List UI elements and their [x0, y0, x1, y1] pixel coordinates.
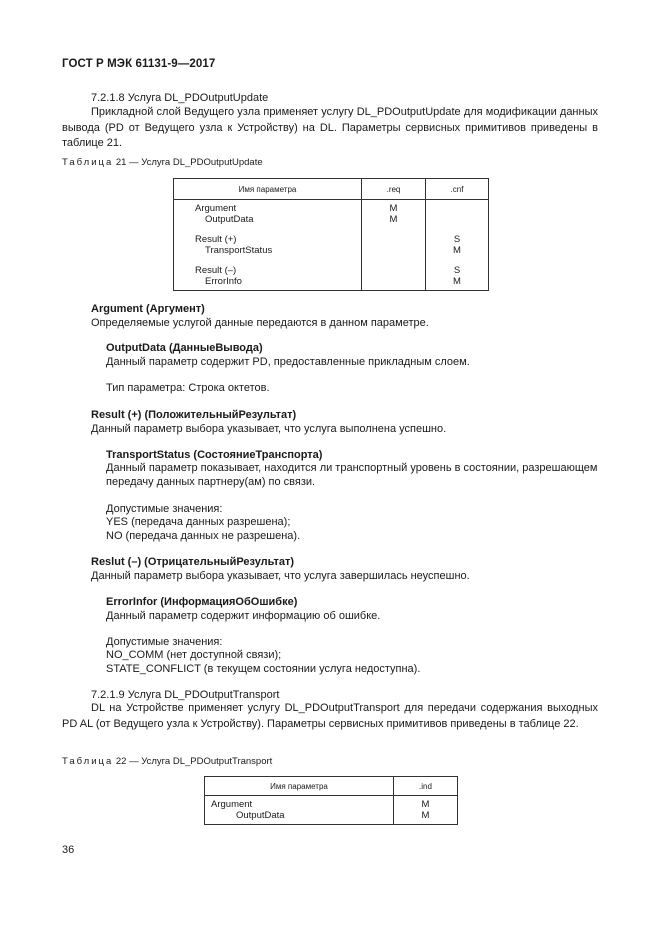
table-row: Result (+) [195, 234, 237, 245]
table-cell: S [453, 265, 461, 276]
table-cell: M [389, 214, 398, 225]
no-comm-value: NO_COMM (нет доступной связи); [106, 649, 282, 661]
table21 [173, 178, 489, 291]
section-text-7219: DL на Устройстве применяет услугу DL_PDOutputTransport для передачи содержания выходных PD AL (от Ведущего узла к Устройству). Параметры сервисных примитивов приведены в таблице 22. [62, 702, 598, 730]
result-pos-title: Result (+) (ПоложительныйРезультат) [91, 409, 297, 421]
errorinfo-title: ErrorInfor (ИнформацияОбОшибке) [106, 596, 298, 608]
table22 [204, 776, 458, 825]
table22-caption [62, 756, 272, 767]
table21-header-name: Имя параметра [174, 179, 362, 200]
table22-header-name: Имя параметра [205, 777, 394, 796]
section-heading-7219: 7.2.1.9 Услуга DL_PDOutputTransport [91, 689, 280, 701]
result-neg-text: Данный параметр выбора указывает, что услуга завершилась неуспешно. [91, 570, 470, 582]
table-cell: M [421, 799, 430, 810]
table22-ind-cell [394, 796, 458, 825]
table21-caption [62, 157, 263, 168]
table-cell: M [453, 245, 461, 256]
table21-names-cell [174, 200, 362, 291]
table-row: OutputData [236, 810, 285, 821]
result-neg-title: Reslut (–) (ОтрицательныйРезультат) [91, 556, 295, 568]
table22-header-ind: .ind [394, 777, 458, 796]
transportstatus-text-1: Данный параметр показывает, находится ли транспортный уровень в состоянии, разрешающем [106, 462, 598, 474]
page-number: 36 [62, 844, 75, 856]
table-row: ErrorInfo [205, 276, 242, 287]
state-conflict-value: STATE_CONFLICT (в текущем состоянии услуга недоступна). [106, 663, 421, 675]
table-cell: M [453, 276, 461, 287]
table21-caption-prefix: Таблица [62, 157, 114, 168]
allowed-values-label: Допустимые значения: [106, 503, 223, 515]
outputdata-title: OutputData (ДанныеВывода) [106, 342, 263, 354]
table22-caption-prefix: Таблица [62, 756, 114, 767]
table21-header-req: .req [362, 179, 426, 200]
section-heading-7218: 7.2.1.8 Услуга DL_PDOutputUpdate [91, 92, 269, 104]
section-text-7218: Прикладной слой Ведущего узла применяет услугу DL_PDOutputUpdate для модификации данных вывода (PD от Ведущего узла к Устройству) на DL. Параметры сервисных примитивов приведены в таблице 21. [62, 106, 598, 149]
table22-names-cell [205, 796, 394, 825]
table21-req-cell [362, 200, 426, 291]
table21-body-row [174, 200, 489, 291]
table-row: TransportStatus [205, 245, 273, 256]
outputdata-text: Данный параметр содержит PD, предоставленные прикладным слоем. [106, 356, 470, 368]
table21-caption-title: 21 — Услуга DL_PDOutputUpdate [115, 157, 263, 168]
outputdata-type: Тип параметра: Строка октетов. [106, 382, 270, 394]
table21-cnf-cell [426, 200, 489, 291]
result-pos-text: Данный параметр выбора указывает, что услуга выполнена успешно. [91, 423, 447, 435]
argument-title: Argument (Аргумент) [91, 303, 205, 315]
argument-text: Определяемые услугой данные передаются в данном параметре. [91, 317, 429, 329]
table22-header-row [205, 777, 458, 796]
table22-body-row [205, 796, 458, 825]
table-cell: M [389, 203, 398, 214]
table-row: Argument [211, 799, 253, 810]
errorinfo-text: Данный параметр содержит информацию об ошибке. [106, 610, 381, 622]
table-row: Result (–) [195, 265, 237, 276]
table-row: OutputData [205, 214, 254, 225]
table21-header-row [174, 179, 489, 200]
table-cell: S [453, 234, 461, 245]
allowed-values-label-2: Допустимые значения: [106, 636, 223, 648]
no-value: NO (передача данных не разрешена). [106, 530, 301, 542]
table-row: Argument [195, 203, 237, 214]
yes-value: YES (передача данных разрешена); [106, 516, 291, 528]
document-header: ГОСТ Р МЭК 61131-9—2017 [62, 58, 216, 70]
table22-caption-title: 22 — Услуга DL_PDOutputTransport [115, 756, 273, 767]
table-cell: M [421, 810, 430, 821]
table21-header-cnf: .cnf [426, 179, 489, 200]
transportstatus-title: TransportStatus (СостояниеТранспорта) [106, 449, 323, 461]
transportstatus-text-2: передачу данных партнеру(ам) по связи. [106, 476, 316, 488]
